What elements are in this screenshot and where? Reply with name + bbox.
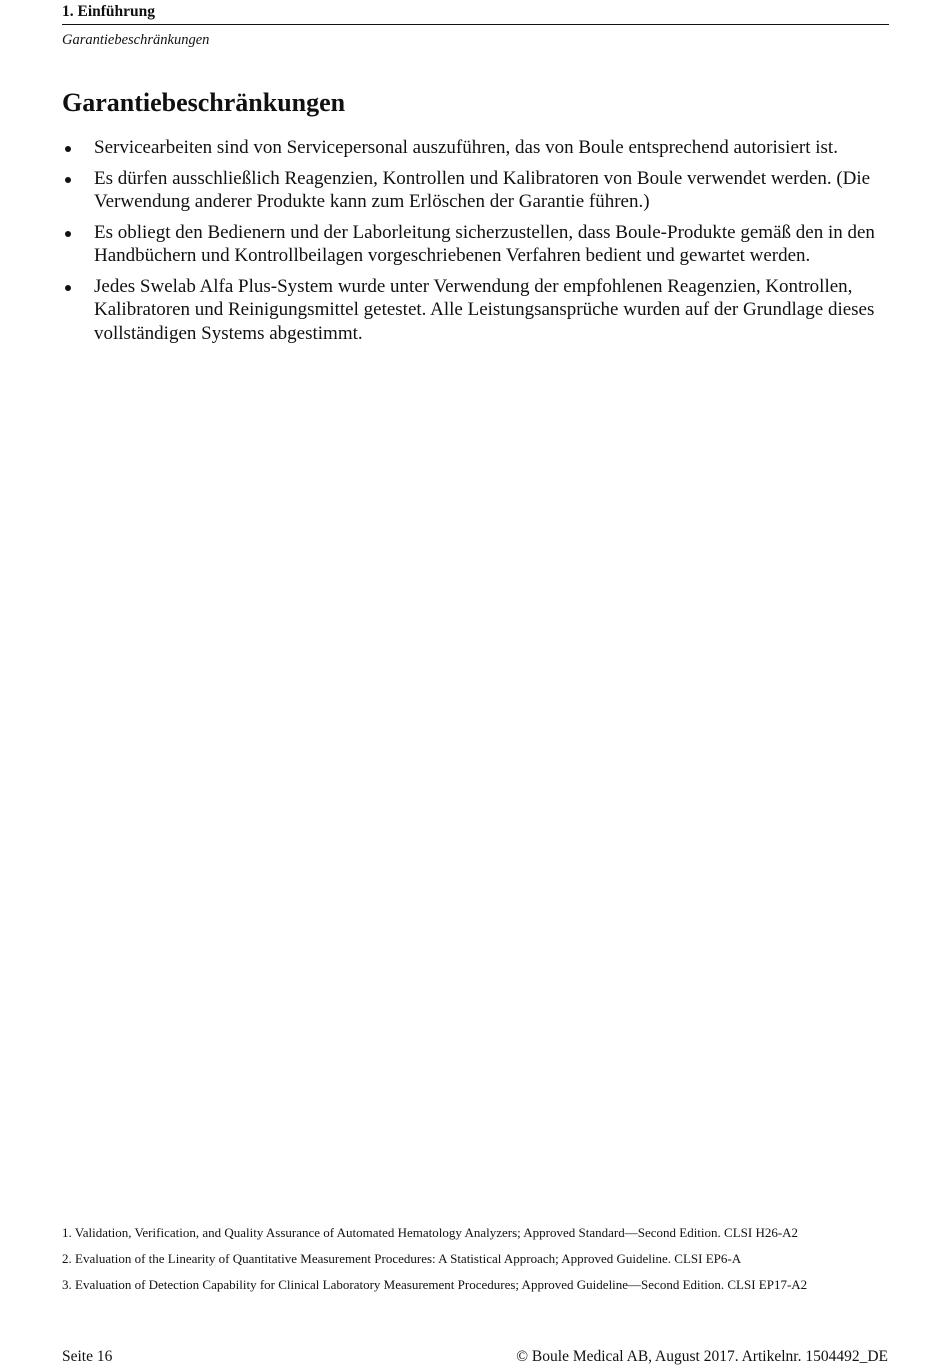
page-header	[62, 2, 889, 50]
footnote-1: 1. Validation, Verification, and Quality Assurance of Automated Hematology Analyzers; Approved Standard—Second Edition. CLSI H26-A2	[62, 1225, 799, 1240]
list-item-text: Es dürfen ausschließlich Reagenzien, Kontrollen und Kalibratoren von Boule verwendet werden. (Die Verwendung anderer Produkte kann zum Erlöschen der Garantie führen.)	[94, 167, 871, 212]
bullet-icon	[65, 177, 71, 183]
chapter-heading: 1. Einführung	[62, 3, 156, 20]
list-item-text: Es obliegt den Bedienern und der Laborleitung sicherzustellen, dass Boule-Produkte gemäß den in den Handbüchern und Kontrollbeilagen vorgeschriebenen Verfahren bedient und gewartet werden.	[94, 221, 875, 266]
header-rule	[62, 24, 889, 25]
list-item	[62, 136, 888, 160]
list-item	[62, 167, 888, 214]
copyright-notice: © Boule Medical AB, August 2017. Artikelnr. 1504492_DE	[516, 1348, 888, 1365]
footnote-2: 2. Evaluation of the Linearity of Quantitative Measurement Procedures: A Statistical Approach; Approved Guideline. CLSI EP6-A	[62, 1251, 742, 1266]
footnotes	[62, 1224, 892, 1302]
list-item	[62, 275, 888, 346]
list-item	[62, 221, 888, 268]
warranty-bullet-list	[62, 136, 888, 352]
page-title: Garantiebeschränkungen	[62, 88, 346, 117]
list-item-text: Servicearbeiten sind von Servicepersonal auszuführen, das von Boule entsprechend autorisiert ist.	[94, 137, 838, 158]
section-running-head: Garantiebeschränkungen	[62, 32, 210, 48]
page-number: Seite 16	[62, 1348, 113, 1365]
bullet-icon	[65, 146, 71, 152]
bullet-icon	[65, 231, 71, 237]
footnote-3: 3. Evaluation of Detection Capability for Clinical Laboratory Measurement Procedures; Approved Guideline—Second Edition. CLSI EP17-A2	[62, 1277, 808, 1292]
list-item-text: Jedes Swelab Alfa Plus-System wurde unter Verwendung der empfohlenen Reagenzien, Kontrollen, Kalibratoren und Reinigungsmittel getestet. Alle Leistungsansprüche wurden auf der Grundlage dieses vollständigen Systems abgestimmt.	[94, 275, 875, 344]
bullet-icon	[65, 285, 71, 291]
